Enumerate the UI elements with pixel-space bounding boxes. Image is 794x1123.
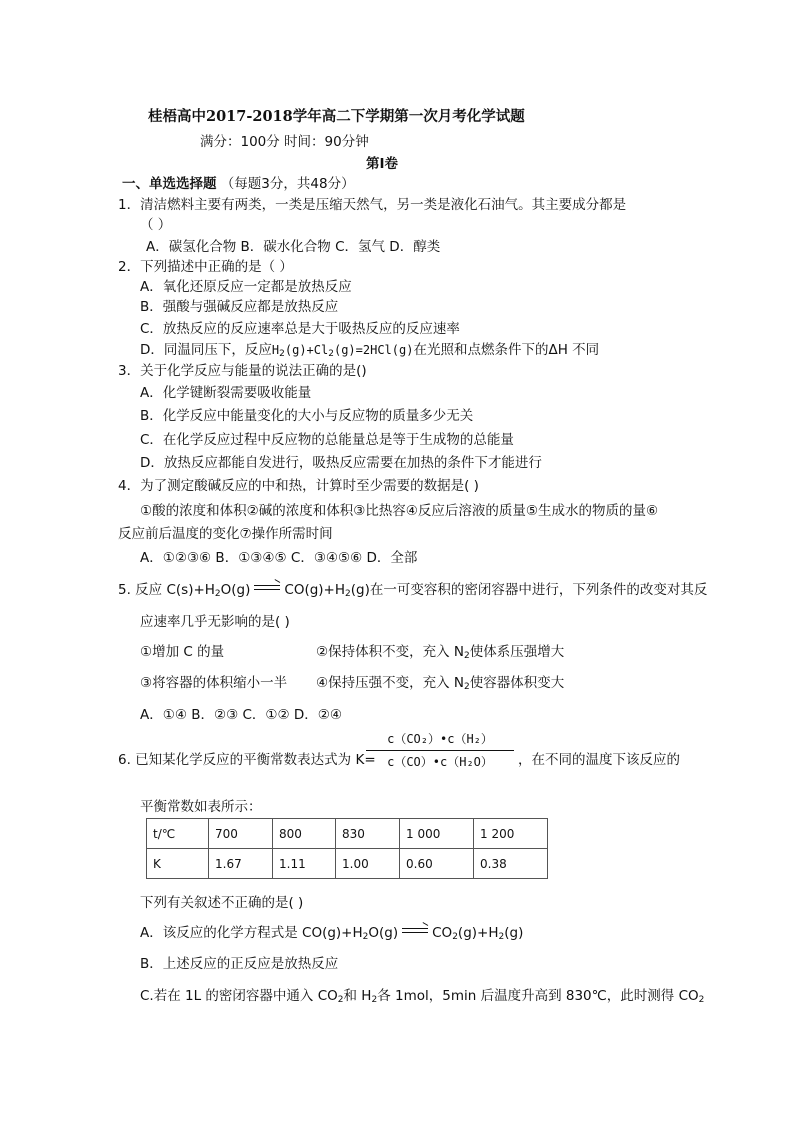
q5-choice-1: ①增加 C 的量 [140,644,225,660]
q6-a-co2: CO [432,925,453,941]
q5-choice-2 [316,640,564,661]
q5-stem [118,578,707,599]
q2-d-h: H [271,343,280,357]
table-cell: t/℃ [147,819,209,849]
q5-choice-3: ③将容器的体积缩小一半 [140,675,288,691]
q1-stem: 1．清洁燃料主要有两类，一类是压缩天然气，另一类是液化石油气。其主要成分都是 [118,197,627,213]
equilibrium-arrow-icon [402,927,428,935]
section-title: 一、单选选择题 [122,176,217,192]
q2-d-sub-b: 2 [328,349,334,359]
q6-a-pre: A．该反应的化学方程式是 CO(g)+H [140,925,363,941]
table-cell: 1.11 [273,849,336,879]
table-cell: 700 [209,819,273,849]
table-cell: 1 000 [400,819,474,849]
q5-pre: 5. 反应 C(s)+H [118,582,215,598]
q5-c2-pre: ②保持体积不变，充入 N [316,644,464,660]
q6-option-b: B．上述反应的正反应是放热反应 [140,956,339,972]
q3-option-a: A．化学键断裂需要吸收能量 [140,385,312,401]
q2-d-g2: (g)=2HCl(g) [333,343,414,357]
q5-c2-sub: 2 [464,651,470,661]
q5-c2-post: 使体系压强增大 [469,644,565,660]
table-cell: 800 [273,819,336,849]
q6-ask: 下列有关叙述不正确的是( ) [140,895,304,911]
q6-option-c [140,984,704,1005]
q6-c-post: 各 1mol，5min 后温度升高到 830℃，此时测得 CO [377,988,699,1004]
q4-stem: 4．为了测定酸碱反应的中和热，计算时至少需要的数据是( ) [118,478,479,494]
table-cell: 1.00 [336,849,400,879]
q5-options: A．①④ B．②③ C．①② D．②④ [140,707,343,723]
table-cell: 830 [336,819,400,849]
q6-line2: 平衡常数如表所示： [140,799,262,815]
q2-d-pre: D．同温同压下，反应 [140,342,272,358]
q4-line1: ①酸的浓度和体积②碱的浓度和体积③比热容④反应后溶液的质量⑤生成水的物质的量⑥ [140,503,659,519]
q6-c-pre: C.若在 1L 的密闭容器中通入 CO [140,988,338,1004]
q6-c-sub1: 2 [337,995,344,1005]
q6-a-post: (g)+H [457,925,499,941]
table-row [147,819,548,849]
exam-meta: 满分：100分 时间：90分钟 [200,134,369,150]
q2-option-c: C．放热反应的反应速率总是大于吸热反应的反应速率 [140,321,460,337]
q5-co: CO(g)+H [284,582,346,598]
equilibrium-constant-table [146,818,548,879]
section-note: （每题3分，共48分） [220,176,355,192]
q6-a-end: (g) [504,925,524,941]
k-numerator: c（CO₂）•c（H₂） [366,728,514,751]
table-cell: K [147,849,209,879]
q6-a-sub3: 2 [498,932,505,942]
q5-og: O(g) [220,582,251,598]
q6-c-sub2: 2 [371,995,378,1005]
table-cell: 1 200 [474,819,548,849]
q5-c4-sub: 2 [464,682,470,692]
volume-label: 第I卷 [366,156,399,172]
exam-title: 桂梧高中2017-2018学年高二下学期第一次月考化学试题 [148,108,525,125]
q4-line2: 反应前后温度的变化⑦操作所需时间 [118,526,333,542]
q4-options: A．①②③⑥ B．①③④⑤ C．③④⑤⑥ D．全部 [140,550,418,566]
q5-c4-pre: ④保持压强不变，充入 N [316,675,464,691]
q6-option-a [140,921,523,942]
q3-stem: 3．关于化学反应与能量的说法正确的是() [118,363,367,379]
equilibrium-arrow-icon [254,584,280,592]
q6-a-mid: O(g) [368,925,399,941]
q5-sub-b: 2 [345,589,351,599]
q6-c-sub3: 2 [698,995,705,1005]
q6-pre: 6. 已知某化学反应的平衡常数表达式为 K= [118,752,376,768]
q6-c-and: 和 H [343,988,372,1004]
q6-post: ，在不同的温度下该反应的 [518,752,680,768]
q2-d-g1: (g)+Cl [284,343,329,357]
table-cell: 1.67 [209,849,273,879]
q6-a-sub2: 2 [452,932,458,942]
section-heading [122,172,355,192]
table-cell: 0.38 [474,849,548,879]
q6-a-sub1: 2 [362,932,369,942]
q5-line2: 应速率几乎无影响的是( ) [140,614,290,630]
q1-options: A．碳氢化合物 B．碳水化合物 C．氢气 D．醇类 [146,239,441,255]
q3-option-b: B．化学反应中能量变化的大小与反应物的质量多少无关 [140,408,474,424]
k-expression-fraction [366,728,514,773]
q5-post: (g)在一可变容积的密闭容器中进行，下列条件的改变对其反 [350,582,708,598]
q3-option-c: C．在化学反应过程中反应物的总能量总是等于生成物的总能量 [140,432,514,448]
q2-stem: 2．下列描述中正确的是（ ） [118,259,293,275]
k-denominator: c（CO）•c（H₂O） [387,755,493,769]
q2-option-d [140,338,599,359]
q5-choice-4 [316,671,564,692]
q2-d-post: 在光照和点燃条件下的ΔH 不同 [413,342,600,358]
q5-c4-post: 使容器体积变大 [469,675,565,691]
q1-blank: （ ） [140,217,172,233]
q5-sub-a: 2 [214,589,221,599]
table-cell: 0.60 [400,849,474,879]
q3-option-d: D．放热反应都能自发进行，吸热反应需要在加热的条件下才能进行 [140,455,542,471]
q2-option-b: B．强酸与强碱反应都是放热反应 [140,299,339,315]
q2-option-a: A．氧化还原反应一定都是放热反应 [140,279,352,295]
table-row [147,849,548,879]
q2-d-sub-a: 2 [279,349,285,359]
